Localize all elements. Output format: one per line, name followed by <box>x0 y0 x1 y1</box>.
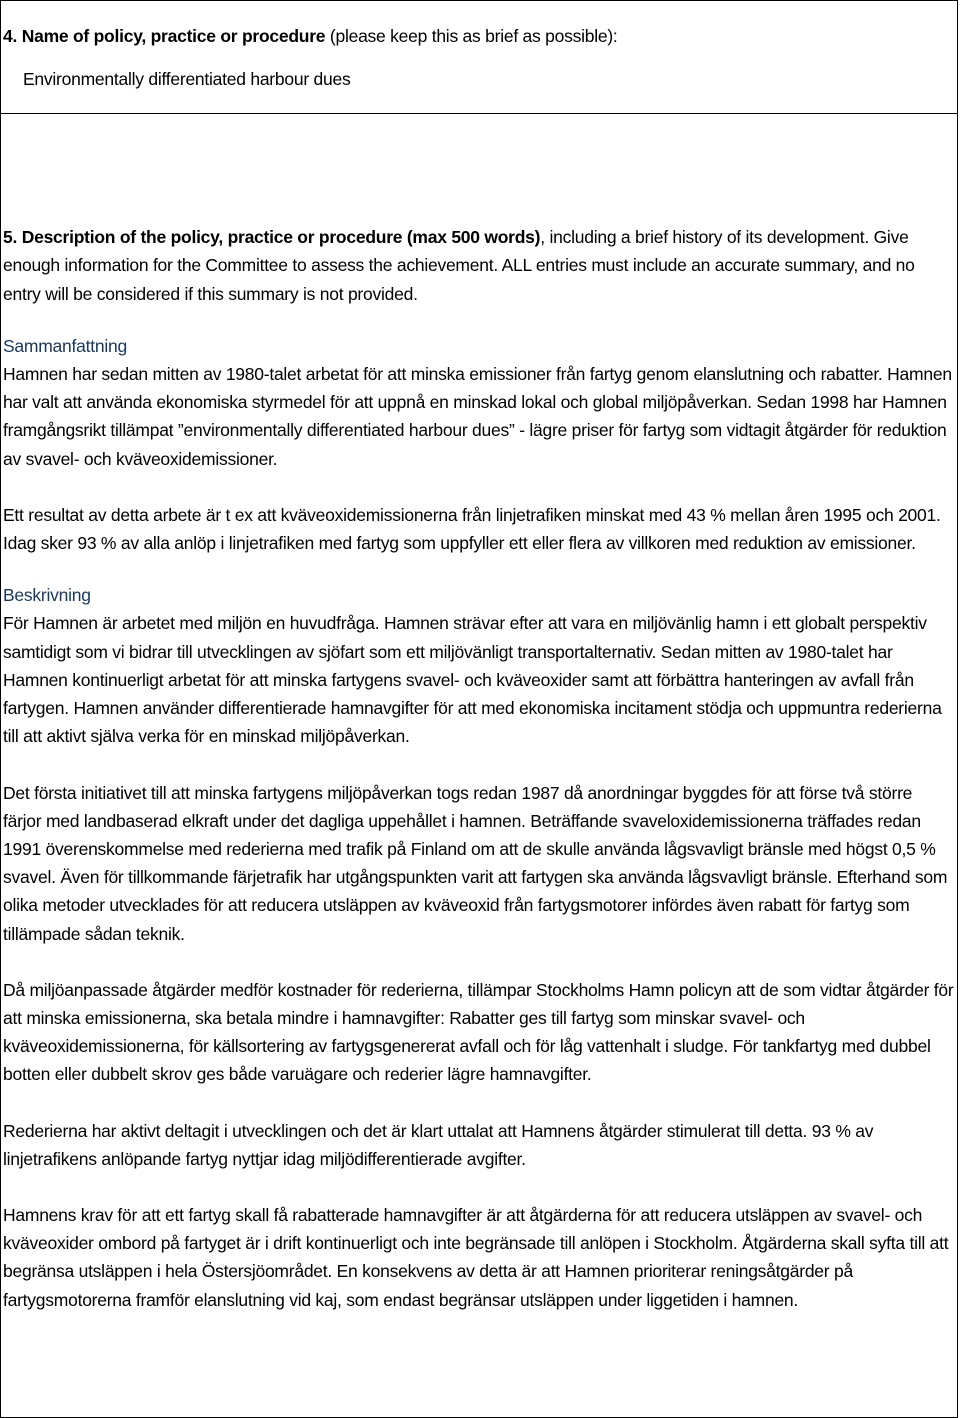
section-5-note: , including a brief history of its development. Give enough information for the Committee to assess the achievement. ALL entries must include an accurate summary, and no entry will be considered if this summary is not provided. <box>3 227 915 304</box>
description-paragraph-3: Då miljöanpassade åtgärder medför kostnader för rederierna, tillämpar Stockholms Hamn policyn att de som vidtar åtgärder för att minska emissionerna, ska betala mindre i hamnavgifter: Rabatter ges till fartyg som minskar svavel- och kväveoxidemissionerna, för källsortering av fartygsgenererat avfall och för låg vattenhalt i sludge. För tankfartyg med dubbel botten eller dubbelt skrov ges både varuägare och rederier lägre hamnavgifter. <box>3 979 954 1085</box>
policy-name-answer: Environmentally differentiated harbour dues <box>23 68 351 89</box>
section-4-cell <box>1 1 958 114</box>
description-paragraph-1: För Hamnen är arbetet med miljön en huvudfråga. Hamnen strävar efter att vara en miljövänlig hamn i ett globalt perspektiv samtidigt som vi bidrar till utvecklingen av sjöfart som ett miljövänligt transportalternativ. Sedan mitten av 1980-talet har Hamnen kontinuerligt arbetat för att minska fartygens svavel- och kväveoxider samt att förbättra hanteringen av avfall från fartygen. Hamnen använder differentierade hamnavgifter för att med ekonomiska incitament stödja och uppmuntra rederierna till att aktivt själva verka för en minskad miljöpåverkan. <box>3 613 942 747</box>
description-heading: Beskrivning <box>3 585 91 606</box>
summary-paragraph-2: Ett resultat av detta arbete är t ex att kväveoxidemissionerna från linjetrafiken minskat med 43 % mellan åren 1995 och 2001. Idag sker 93 % av alla anlöp i linjetrafiken med fartyg som uppfyller ett eller flera av villkoren med reduktion av emissioner. <box>3 504 941 554</box>
section-4-note: (please keep this as brief as possible): <box>325 26 618 47</box>
section-4-question <box>3 22 955 50</box>
description-paragraph-5: Hamnens krav för att ett fartyg skall få rabatterade hamnavgifter är att åtgärderna för att reducera utsläppen av svavel- och kväveoxider ombord på fartyget är i drift kontinuerligt och inte begränsade till anlöpen i Stockholm. Åtgärderna skall syfta till att begränsa utsläppen i hela Östersjöområdet. En konsekvens av detta är att Hamnen prioriterar reningsåtgärder på fartygsmotorerna framför elanslutning vid kaj, som endast begränsar utsläppen under liggetiden i hamnen. <box>3 1204 949 1310</box>
description-paragraph-4: Rederierna har aktivt deltagit i utvecklingen och det är klart uttalat att Hamnens åtgärder stimulerat till detta. 93 % av linjetrafikens anlöpande fartyg nyttjar idag miljödifferentierade avgifter. <box>3 1120 874 1169</box>
section-5-row <box>1 114 958 1418</box>
section-4-row <box>1 1 958 114</box>
description-paragraph-2: Det första initiativet till att minska fartygens miljöpåverkan togs redan 1987 då anordningar byggdes för att förse två större färjor med landbaserad elkraft under det dagliga uppehållet i hamnen. Beträffande svaveloxidemissionerna träffades redan 1991 överenskommelse med rederierna med trafik på Finland om att de skulle använda lågsvavligt bränsle med högst 0,5 % svavel. Även för tillkommande färjetrafik har utgångspunkten varit att fartygen ska använda lågsvavligt bränsle. Efterhand som olika metoder utvecklades för att reducera utsläppen av kväveoxid från fartygsmotorer infördes även rabatt för fartyg som tillämpade sådan teknik. <box>3 782 948 944</box>
section-4-label: 4. Name of policy, practice or procedure <box>3 26 326 47</box>
section-5-label: 5. Description of the policy, practice or procedure (max 500 words) <box>3 227 541 248</box>
section-5-cell <box>1 114 958 1418</box>
summary-paragraph-1: Hamnen har sedan mitten av 1980-talet arbetat för att minska emissioner från fartyg genom elanslutning och rabatter. Hamnen har valt att använda ekonomiska styrmedel för att uppnå en minskad lokal och global miljöpåverkan. Sedan 1998 har Hamnen framgångsrikt tillämpat ”environmentally differentiated harbour dues” - lägre priser för fartyg som vidtagit åtgärder för reduktion av svavel- och kväveoxidemissioner. <box>3 364 952 469</box>
section-5-question <box>3 223 955 308</box>
summary-heading: Sammanfattning <box>3 335 127 356</box>
